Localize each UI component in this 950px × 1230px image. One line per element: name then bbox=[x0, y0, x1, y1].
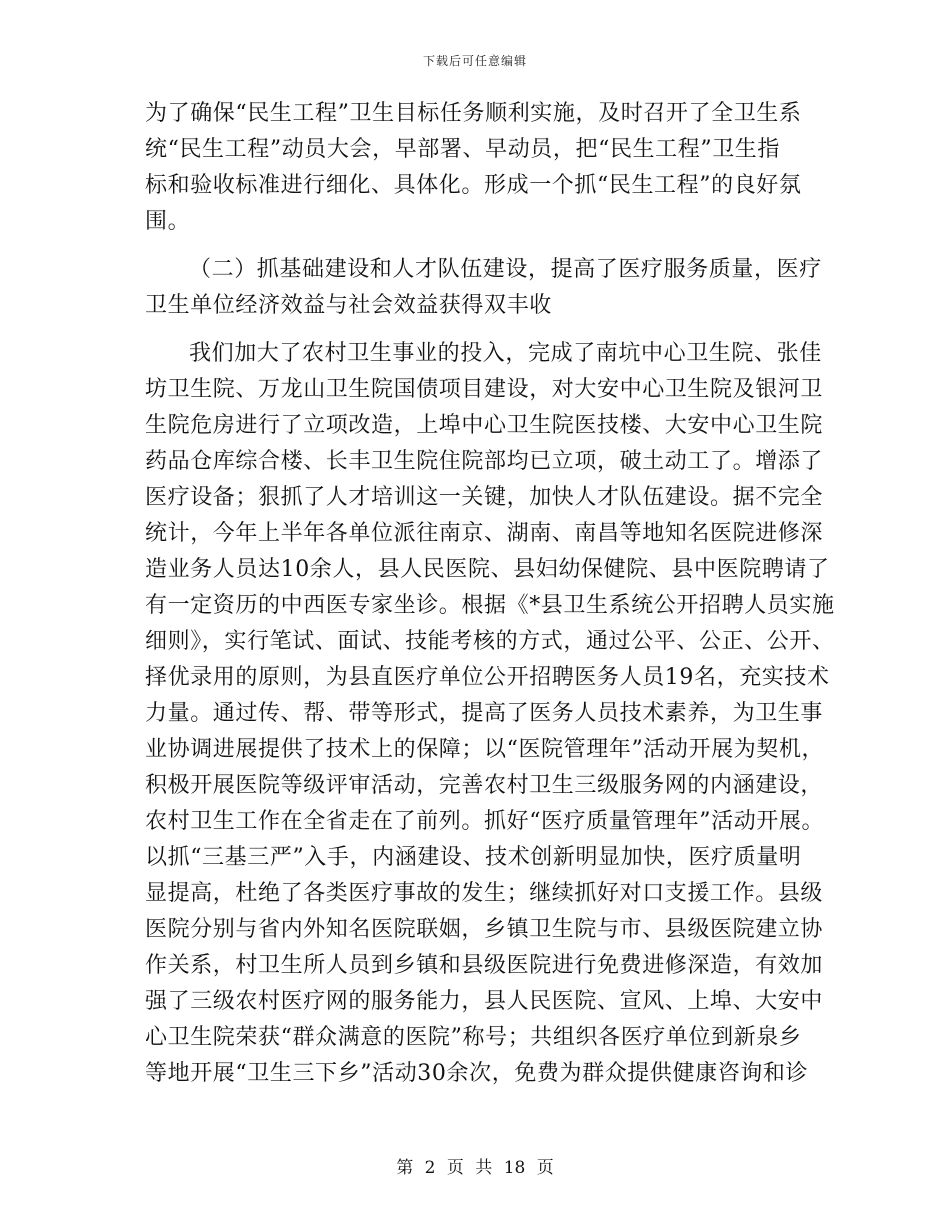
text-line: 农村卫生工作在全省走在了前列。抓好“医疗质量管理年”活动开展。 bbox=[145, 809, 825, 834]
text-line: 业协调进展提供了技术上的保障；以“医院管理年”活动开展为契机， bbox=[145, 737, 825, 762]
text-line: 为了确保“民生工程”卫生目标任务顺利实施，及时召开了全卫生系 bbox=[145, 101, 802, 126]
text-line: 药品仓库综合楼、长丰卫生院住院部均已立项，破土动工了。增添了 bbox=[145, 449, 824, 474]
paragraph-intro bbox=[145, 96, 807, 240]
text-line: 细则》，实行笔试、面试、技能考核的方式，通过公平、公正、公开、 bbox=[145, 629, 835, 654]
text-line: 强了三级农村医疗网的服务能力，县人民医院、宣风、上埠、大安中 bbox=[145, 989, 824, 1014]
document-body bbox=[145, 96, 835, 1092]
page-footer: 第 2 页 共 18 页 bbox=[396, 1158, 554, 1178]
paragraph-main bbox=[145, 336, 835, 1092]
text-line: 我们加大了农村卫生事业的投入，完成了南坑中心卫生院、张佳 bbox=[189, 341, 822, 366]
text-line: 统计，今年上半年各单位派往南京、湖南、南昌等地知名医院进修深 bbox=[145, 521, 824, 546]
text-line: 心卫生院荣获“群众满意的医院”称号；共组织各医疗单位到新泉乡 bbox=[145, 1025, 802, 1050]
text-line: 生院危房进行了立项改造，上埠中心卫生院医技楼、大安中心卫生院 bbox=[145, 413, 824, 438]
text-line: 造业务人员达10余人，县人民医院、县妇幼保健院、县中医院聘请了 bbox=[145, 557, 830, 582]
text-line: 卫生单位经济效益与社会效益获得双丰收 bbox=[145, 293, 552, 318]
text-line: 择优录用的原则，为县直医疗单位公开招聘医务人员19名，充实技术 bbox=[145, 665, 830, 690]
text-line: 有一定资历的中西医专家坐诊。根据《*县卫生系统公开招聘人员实施 bbox=[145, 593, 835, 618]
text-line: 坊卫生院、万龙山卫生院国债项目建设，对大安中心卫生院及银河卫 bbox=[145, 377, 824, 402]
text-line: 医疗设备；狠抓了人才培训这一关键，加快人才队伍建设。据不完全 bbox=[145, 485, 824, 510]
text-line: 医院分别与省内外知名医院联姻，乡镇卫生院与市、县级医院建立协 bbox=[145, 917, 824, 942]
text-line: 围。 bbox=[145, 209, 191, 234]
text-line: 标和验收标准进行细化、具体化。形成一个抓“民生工程”的良好氛 bbox=[145, 173, 802, 198]
text-line: 积极开展医院等级评审活动，完善农村卫生三级服务网的内涵建设， bbox=[145, 773, 824, 798]
text-line: 等地开展“卫生三下乡”活动30余次，免费为群众提供健康咨询和诊 bbox=[145, 1061, 809, 1086]
text-line: 力量。通过传、帮、带等形式，提高了医务人员技术素养，为卫生事 bbox=[145, 701, 824, 726]
section-heading bbox=[145, 252, 822, 324]
text-line: 以抓“三基三严”入手，内涵建设、技术创新明显加快，医疗质量明 bbox=[145, 845, 802, 870]
text-line: 统“民生工程”动员大会，早部署、早动员，把“民生工程”卫生指 bbox=[145, 137, 780, 162]
text-line: 显提高，杜绝了各类医疗事故的发生；继续抓好对口支援工作。县级 bbox=[145, 881, 824, 906]
page-header: 下载后可任意编辑 bbox=[422, 54, 527, 68]
text-line: （二）抓基础建设和人才队伍建设，提高了医疗服务质量，医疗 bbox=[189, 257, 822, 282]
text-line: 作关系，村卫生所人员到乡镇和县级医院进行免费进修深造，有效加 bbox=[145, 953, 824, 978]
